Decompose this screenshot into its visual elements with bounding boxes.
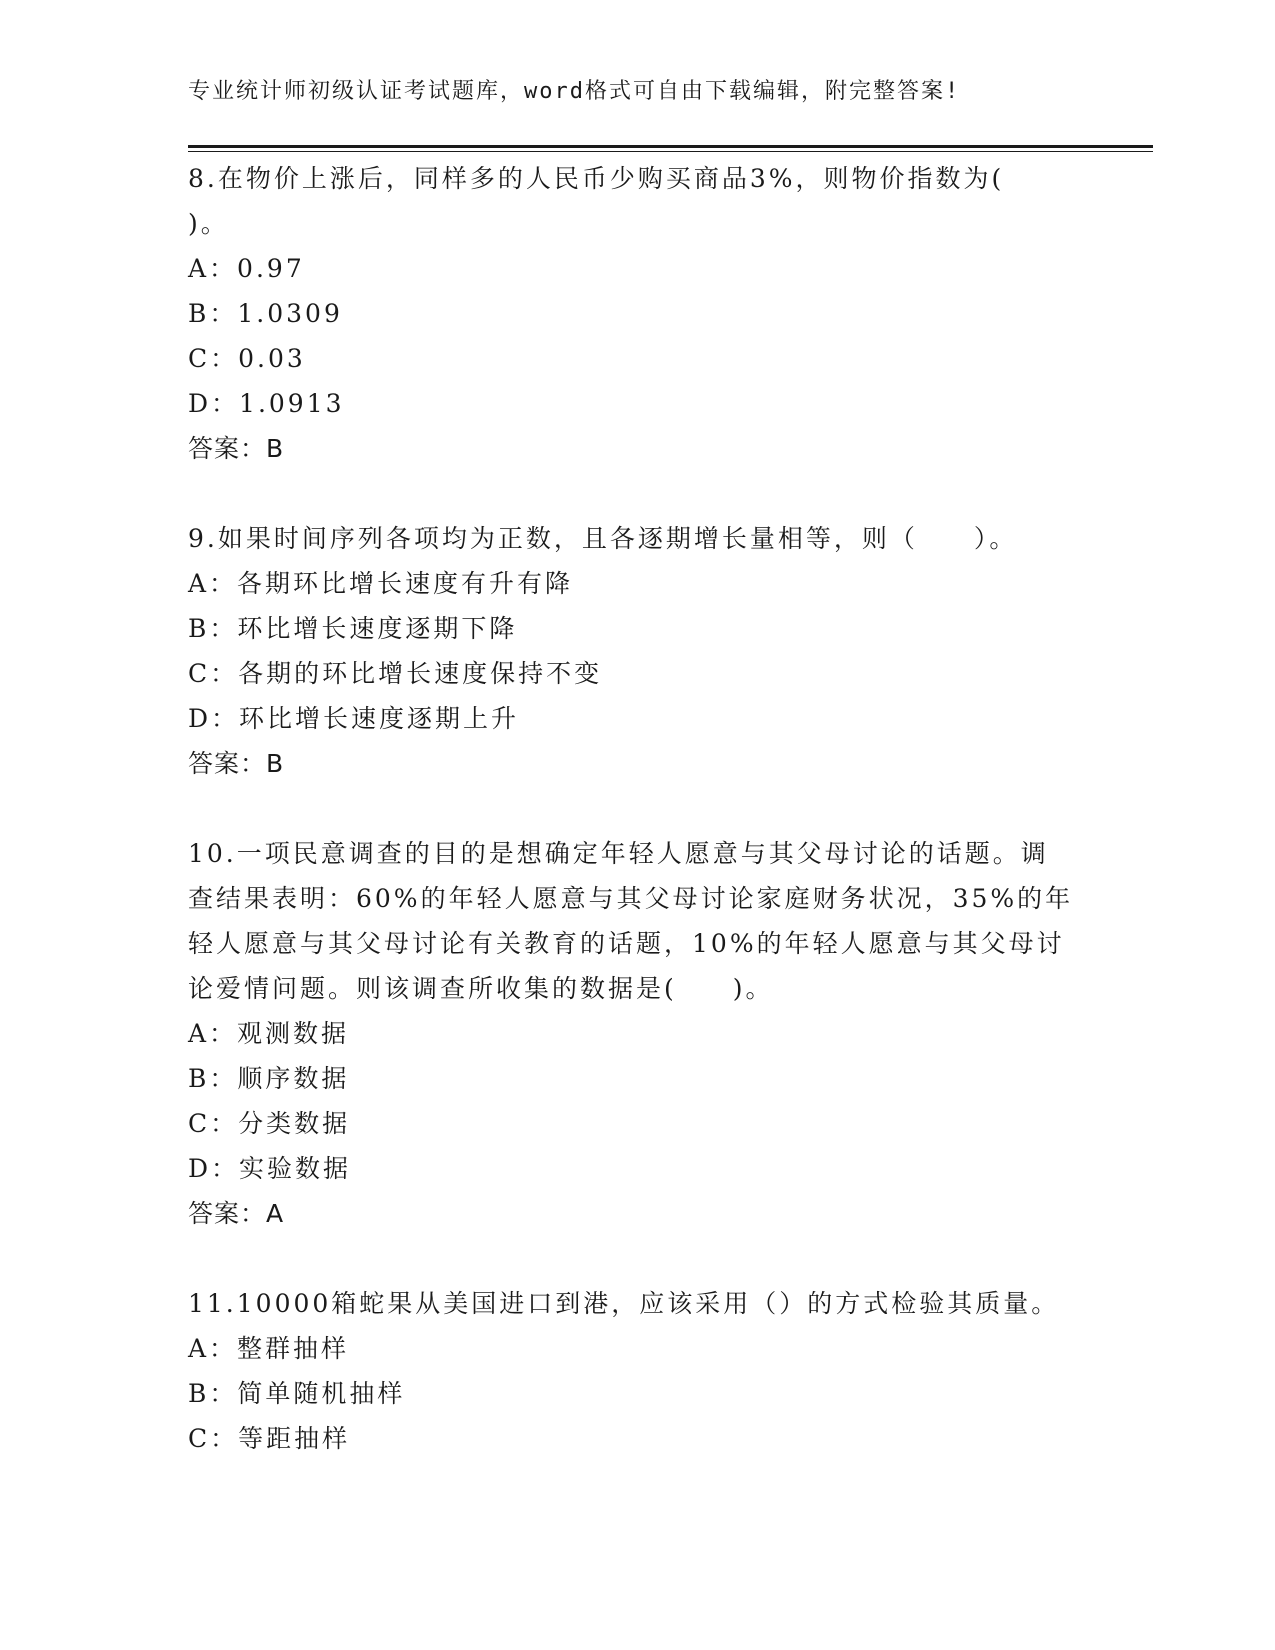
question-11 (188, 1281, 1088, 1461)
option-d: D：实验数据 (188, 1154, 352, 1183)
question-stem-line: 10.一项民意调查的目的是想确定年轻人愿意与其父母讨论的话题。调 (188, 839, 1049, 868)
question-stem-line: 11.10000箱蛇果从美国进口到港，应该采用（）的方式检验其质量。 (188, 1289, 1060, 1318)
option-a: A：各期环比增长速度有升有降 (188, 569, 574, 598)
answer-line: 答案：B (188, 749, 285, 778)
question-stem-line: 轻人愿意与其父母讨论有关教育的话题，10%的年轻人愿意与其父母讨 (188, 929, 1065, 958)
header-rule-thick (188, 145, 1153, 148)
question-9 (188, 516, 1088, 786)
option-b: B：顺序数据 (188, 1064, 350, 1093)
option-d: D：环比增长速度逐期上升 (188, 704, 520, 733)
spacer (188, 1236, 1088, 1281)
question-10 (188, 831, 1088, 1236)
question-stem-line: 9.如果时间序列各项均为正数，且各逐期增长量相等，则（ ）。 (188, 524, 1018, 553)
question-8 (188, 156, 1088, 471)
page-header: 专业统计师初级认证考试题库，word格式可自由下载编辑，附完整答案! (188, 79, 961, 104)
question-stem-line: 论爱情问题。则该调查所收集的数据是( )。 (188, 974, 774, 1003)
question-stem-line: )。 (188, 209, 229, 238)
option-c: C：分类数据 (188, 1109, 351, 1138)
header-rule-thin (188, 151, 1153, 152)
option-c: C：各期的环比增长速度保持不变 (188, 659, 603, 688)
spacer (188, 471, 1088, 516)
question-stem-line: 查结果表明：60%的年轻人愿意与其父母讨论家庭财务状况，35%的年 (188, 884, 1074, 913)
spacer (188, 786, 1088, 831)
option-a: A：整群抽样 (188, 1334, 350, 1363)
question-stem-line: 8.在物价上涨后，同样多的人民币少购买商品3%，则物价指数为( (188, 164, 1005, 193)
option-d: D：1.0913 (188, 389, 345, 418)
answer-line: 答案：A (188, 1199, 285, 1228)
option-c: C：0.03 (188, 344, 306, 373)
question-list (188, 156, 1088, 1461)
option-a: A：0.97 (188, 254, 305, 283)
option-b: B：环比增长速度逐期下降 (188, 614, 518, 643)
option-b: B：1.0309 (188, 299, 343, 328)
option-c: C：等距抽样 (188, 1424, 351, 1453)
option-b: B：简单随机抽样 (188, 1379, 406, 1408)
answer-line: 答案：B (188, 434, 285, 463)
option-a: A：观测数据 (188, 1019, 350, 1048)
